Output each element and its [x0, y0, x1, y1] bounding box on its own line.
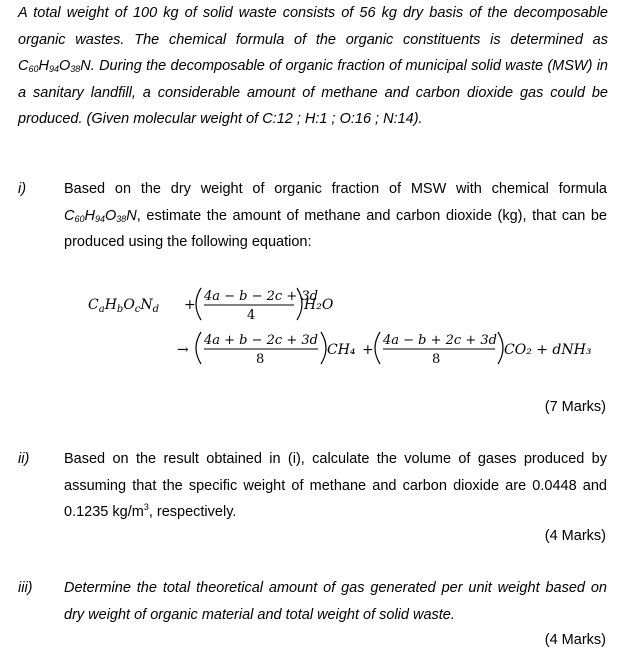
equation-products-tail: CO₂ + dNH₃ [504, 342, 592, 358]
fraction-2-numerator: 4a + b − 2c + 3d [204, 333, 318, 348]
reaction-equation [80, 282, 600, 372]
equation-water: H₂O [304, 297, 334, 313]
intro-text-2: . During the decomposable of organic fraction of municipal solid waste (MSW) in a sanitary landfill, a considerable amount of methane and carbon dioxide gas could be produced. (Given molecular weight of C:12 ; H:1 ; O:16 ; N:14). [18, 58, 608, 127]
fraction-1-numerator: 4a − b − 2c + 3d [204, 289, 318, 304]
question-number-2: ii) [18, 451, 30, 467]
reaction-arrow: → [177, 342, 189, 358]
intro-text-1: A total weight of 100 kg of solid waste consists of 56 kg dry basis of the decomposable organic wastes. The chemical formula of the organic constituents is determined as [18, 5, 608, 48]
fraction-3-numerator: 4a − b + 2c + 3d [383, 333, 497, 348]
equation-reactant: $C_aH_bO_cN_d$ [88, 297, 160, 315]
question-1-text: Based on the dry weight of organic fraction of MSW with chemical formula $C_{60}H_{94}O_{38}N$, estimate the amount of methane and carbon dioxide (kg), that can be produced using the following equation: [64, 181, 607, 250]
question-2-text: Based on the result obtained in (i), calculate the volume of gases produced by assuming that the specific weight of methane and carbon dioxide are 0.0448 and 0.1235 $kg/m^3$, respectively. [64, 451, 607, 520]
question-3-marks: (4 Marks) [544, 632, 606, 648]
svg-text:+: + [184, 297, 196, 313]
fraction-2-denominator: 8 [256, 352, 265, 367]
question-number-3: iii) [18, 580, 33, 596]
question-3-text: Determine the total theoretical amount of gas generated per unit weight based on dry weight of organic material and total weight of solid waste. [64, 580, 607, 623]
question-1-marks: (7 Marks) [544, 399, 606, 415]
question-number-1: i) [18, 181, 27, 197]
intro-formula: $C_{60}H_{94}O_{38}N$ [18, 58, 91, 74]
svg-text:+: + [362, 342, 374, 358]
question-2-marks: (4 Marks) [544, 528, 606, 544]
fraction-1-denominator: 4 [247, 308, 256, 323]
intro-paragraph [18, 0, 608, 133]
equation-methane: CH₄ [327, 342, 356, 358]
question-1-formula: $C_{60}H_{94}O_{38}N$ [64, 207, 137, 224]
fraction-3-denominator: 8 [432, 352, 441, 367]
